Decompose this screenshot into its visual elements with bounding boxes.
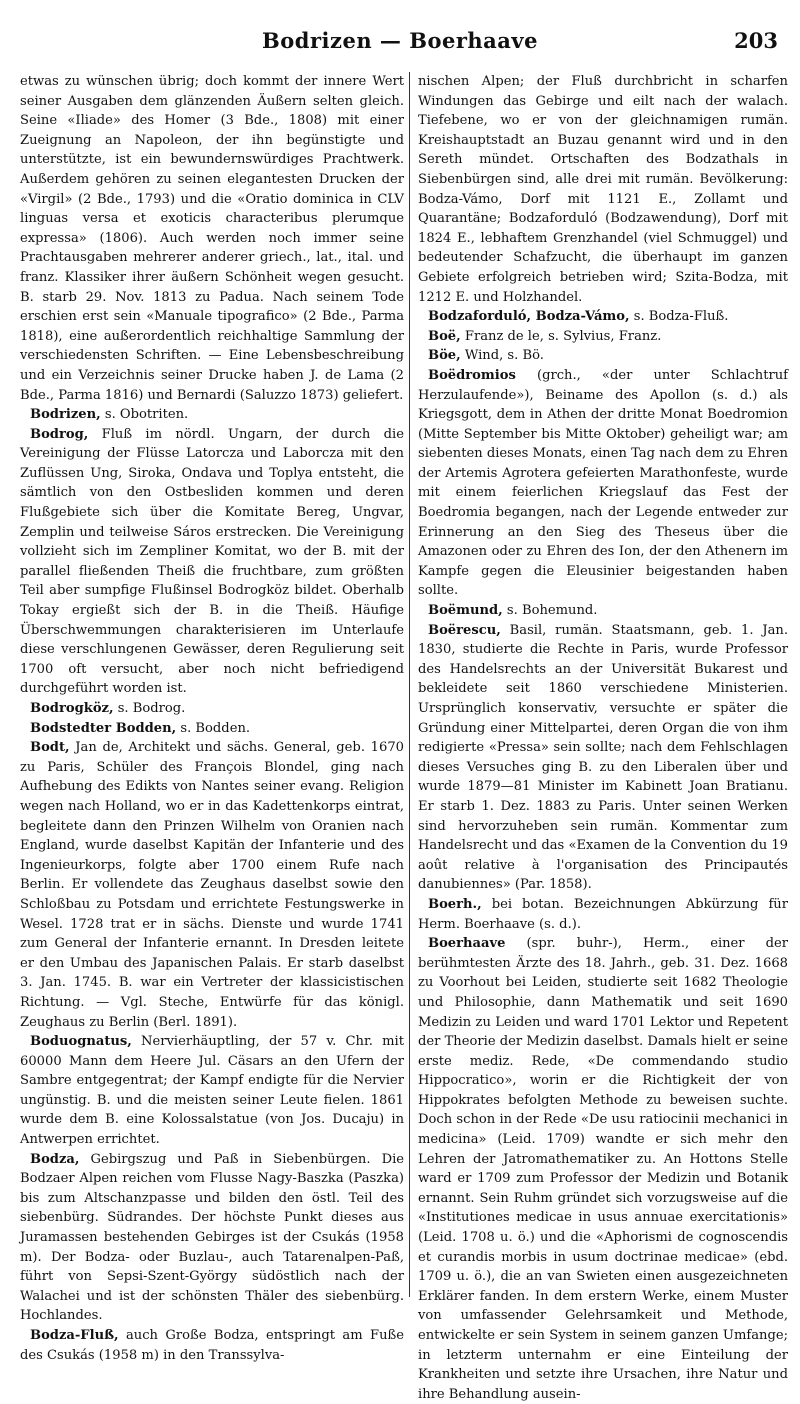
headword: Bodza, — [30, 1151, 80, 1167]
headword: Boëmund, — [428, 603, 503, 619]
entry-continuation: etwas zu wünschen übrig; doch kommt der innere Wert seiner Ausgaben dem glänzenden Äußern selten gleich. Seine «Iliade» des Homer (3 Bde., 1808) mit einer Zueignung an Napoleon, der ihn begünstigte und unterstützte, ist ein bewundernswürdiges Prachtwerk. Außerdem gehören zu seinen elegantesten Drucken der «Virgil» (2 Bde., 1793) und die «Oratio dominica in CLV linguas versa et exoticis characteribus plerumque expressa» (1806). Auch werden noch immer seine Prachtausgaben mehrerer anderer griech., lat., ital. und franz. Klassiker ihrer äußern Schönheit wegen gesucht. B. starb 29. Nov. 1813 zu Padua. Nach seinem Tode erschien erst sein «Manuale tipografico» (2 Bde., Parma 1818), eine außerordentlich reichhaltige Sammlung der verschiedensten Schriften. — Eine Lebensbeschreibung und ein Verzeichnis seiner Drucke haben J. de Lama (2 Bde., Parma 1816) und Bernardi (Saluzzo 1873) geliefert. — [20, 74, 404, 403]
entry-boe-franz: Boë, Franz de le, s. Sylvius, Franz. — [428, 328, 662, 344]
left-column — [20, 72, 404, 1363]
headword: Boerh., — [428, 896, 482, 912]
headword: Boë, — [428, 328, 461, 344]
headword: Böe, — [428, 348, 461, 364]
entry-bodzafordulo: Bodzaforduló, Bodza-Vámo, s. Bodza-Fluß. — [428, 309, 729, 325]
headword: Boëdromios — [428, 367, 516, 383]
entry-bodt: Bodt, Jan de, Architekt und sächs. General, geb. 1670 zu Paris, Schüler des François Blondel, ging nach Aufhebung des Edikts von Nantes seiner evang. Religion wegen nach Holland, wo er in das Kadettenkorps eintrat, begleitete dann den Prinzen Wilhelm von Oranien nach England, wurde daselbst Kapitän der Infanterie und des Ingenieurkorps, folgte aber 1700 einem Rufe nach Berlin. Er vollendete das Zeughaus daselbst sowie den Schloßbau zu Potsdam und errichtete Festungswerke in Wesel. 1728 trat er in sächs. Dienste und wurde 1741 zum General der Infanterie ernannt. In Dresden leitete er den Umbau des Japanischen Palais. Er starb daselbst 3. Jan. 1745. B. war ein Vertreter der klassicistischen Richtung. — Vgl. Steche, Entwürfe für das königl. Zeughaus zu Berlin (Berl. 1891). — [20, 740, 404, 1030]
entry-boemund: Boëmund, s. Bohemund. — [428, 603, 598, 619]
entry-boe-wind: Böe, Wind, s. Bö. — [428, 348, 544, 364]
entry-boerhaave: Boerhaave (spr. buhr-), Herm., einer der berühmtesten Ärzte des 18. Jahrh., geb. 31. Dez. 1668 zu Voorhout bei Leiden, studierte seit 1682 Theologie und Philosophie, dann Mathematik und seit 1690 Medizin zu Leiden und ward 1701 Lektor und Repetent der Theorie der Medizin daselbst. Damals hielt er seine erste mediz. Rede, «De commendando studio Hippocratico», worin er die Richtigkeit der von Hippokrates befolgten Methode zu beweisen suchte. Doch schon in der Rede «De usu ratiocinii mechanici in medicina» (Leid. 1709) wandte er sich mehr den Lehren der Jatromathematiker zu. An Hottons Stelle ward er 1709 zum Professor der Medizin und Botanik ernannt. Sein Ruhm gründet sich vorzugsweise auf die «Institutiones medicae in usus annuae exercitationis» (Leid. 1708 u. ö.) und die «Aphorismi de cognoscendis et curandis morbis in usum doctrinae medicae» (ebd. 1709 u. ö.), die an van Swieten einen ausgezeichneten Erklärer fanden. In dem erstern Werke, einem Muster von umfassender Gelehrsamkeit und Methode, entwickelte er sein System in seinem ganzen Umfange; in letzterm unternahm er eine Einteilung der Krankheiten und setzte ihre Ursachen, ihre Natur und ihre Behandlung ausein- — [418, 936, 788, 1402]
headword: Bodrizen, — [30, 407, 101, 423]
entry-bodza-fluss: Bodza-Fluß, auch Große Bodza, entspringt am Fuße des Csukás (1958 m) in den Transsylva- — [20, 1328, 404, 1363]
headword: Bodza-Fluß, — [30, 1328, 119, 1343]
entry-boerescu: Boërescu, Basil, rumän. Staatsmann, geb. 1. Jan. 1830, studierte die Rechte in Paris, wurde Professor des Handelsrechts an der Universität Bukarest und bekleidete seit 1860 verschiedene Ministerien. Ursprünglich konservativ, versuchte er später die Gründung einer Mittelpartei, deren Organ die von ihm redigierte «Pressa» sein sollte; nach dem Fehlschlagen dieses Versuches ging B. zu den Liberalen über und wurde 1879—81 Minister im Kabinett Joan Bratianu. Er starb 1. Dez. 1883 zu Paris. Unter seinen Werken sind hervorzuheben sein rumän. Kommentar zum Handelsrecht und das «Examen de la Convention du 19 août relative à l'organisation des Principautés danubiennes» (Par. 1858). — [418, 622, 788, 893]
entry-boedromios: Boëdromios (grch., «der unter Schlachtruf Herzulaufende»), Beiname des Apollon (s. d.) als Kriegsgott, dem in Athen der dritte Monat Boedromion (Mitte September bis Mitte Oktober) geheiligt war; am siebenten dieses Monats, einen Tag nach dem zu Ehren der Artemis Agrotera gefeierten Marathonfeste, wurde mit einem feierlichen Kriegslauf das Fest der Boedromia begangen, nach der Legende entweder zur Erinnerung an den Sieg des Theseus über die Amazonen oder zu Ehren des Ion, der den Athenern im Kampfe gegen die Eleusinier beigestanden haben sollte. — [418, 367, 788, 599]
headword: Bodstedter Bodden, — [30, 720, 177, 736]
running-title: Bodrizen — Boerhaave — [262, 28, 538, 53]
column-divider — [409, 72, 410, 1297]
entry-boduognatus: Boduognatus, Nervierhäuptling, der 57 v. Chr. mit 60000 Mann dem Heere Jul. Cäsars an den Ufern der Sambre entgegentrat; der Kampf endigte für die Nervier ungünstig. B. und die meisten seiner Leute fielen. 1861 wurde dem B. eine Kolossalstatue (von Jos. Ducaju) in Antwerpen errichtet. — [20, 1034, 404, 1148]
headword: Bodt, — [30, 740, 70, 756]
headword: Bodrog, — [30, 426, 89, 442]
entry-bodrizen: Bodrizen, s. Obotriten. — [30, 407, 189, 423]
entry-continuation: nischen Alpen; der Fluß durchbricht in scharfen Windungen das Gebirge und eilt nach der walach. Tiefebene, wo er von der gleichnamigen rumän. Kreishauptstadt an Buzau genannt wird und in den Sereth mündet. Ortschaften des Bodzathals in Siebenbürgen sind, alle drei mit rumän. Bevölkerung: Bodza-Vámo, Dorf mit 1121 E., Zollamt und Quarantäne; Bodzaforduló (Bodzawendung), Dorf mit 1824 E., lebhaftem Grenzhandel (viel Schmuggel) und bedeutender Schafzucht, die überhaupt im ganzen Gebiete erfolgreich betrieben wird; Szita-Bodza, mit 1212 E. und Holzhandel. — [418, 74, 788, 305]
right-column — [418, 72, 788, 1402]
headword: Boërescu, — [428, 622, 501, 638]
headword: Bodrogköz, — [30, 701, 114, 716]
entry-bodrogkoz: Bodrogköz, s. Bodrog. — [30, 701, 186, 716]
entry-boerh: Boerh., bei botan. Bezeichnungen Abkürzung für Herm. Boerhaave (s. d.). — [418, 896, 788, 932]
entry-bodza: Bodza, Gebirgszug und Paß in Siebenbürgen. Die Bodzaer Alpen reichen vom Flusse Nagy-Baszka (Paszka) bis zum Altschanzpasse und bilden den östl. Teil des siebenbürg. Südrandes. Der höchste Punkt dieses aus Juramassen bestehenden Gebirges ist der Csukás (1958 m). Der Bodza- oder Buzlau-, auch Tatarenalpen-Paß, führt von Sepsi-Szent-György südöstlich nach der Walachei und ist der schönsten Thäler des siebenbürg. Hochlandes. — [20, 1151, 404, 1324]
headword: Boerhaave — [428, 936, 506, 952]
headword: Boduognatus, — [30, 1034, 132, 1050]
entry-bodstedter-bodden: Bodstedter Bodden, s. Bodden. — [30, 720, 251, 736]
headword: Bodzaforduló, Bodza-Vámo, — [428, 309, 630, 325]
entry-bodrog: Bodrog, Fluß im nördl. Ungarn, der durch die Vereinigung der Flüsse Latorcza und Laborcza mit den Zuflüssen Ung, Siroka, Ondava und Toplya entsteht, die sämtlich von den Ostbesliden kommen und deren Flußgebiete sich über die Komitate Bereg, Ungvar, Zemplin und teilweise Sáros erstrecken. Die Vereinigung vollzieht sich im Zempliner Komitat, wo der B. mit der parallel fließenden Theiß die fruchtbare, zum größten Teil aber sumpfige Flußinsel Bodrogköz bildet. Oberhalb Tokay ergießt sich der B. in die Theiß. Häufige Überschwemmungen charakterisieren im Unterlaufe diese verschlungenen Gewässer, deren Regulierung seit 1700 oft versucht, aber noch nicht befriedigend durchgeführt worden ist. — [20, 426, 404, 697]
page-header — [22, 28, 778, 60]
page-number: 203 — [734, 28, 778, 53]
